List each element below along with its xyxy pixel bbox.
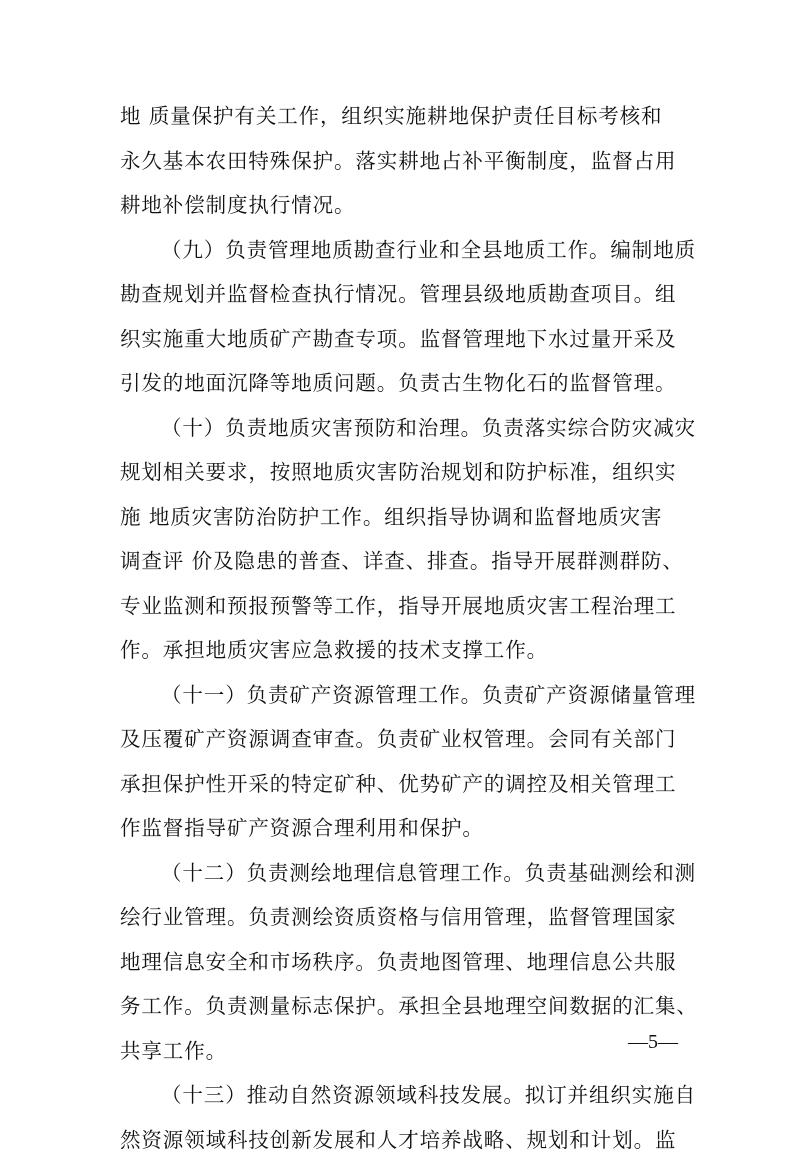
text-line: 永久基本农田特殊保护。落实耕地占补平衡制度，监督占用 <box>120 139 680 184</box>
text-line: 作。承担地质灾害应急救援的技术支撑工作。 <box>120 628 680 673</box>
body-text <box>120 94 680 1162</box>
paragraph-start-line: （十二）负责测绘地理信息管理工作。负责基础测绘和测 <box>120 851 680 896</box>
text-line: 引发的地面沉降等地质问题。负责古生物化石的监督管理。 <box>120 361 680 406</box>
page-number: —5— <box>628 1028 678 1056</box>
text-line: 承担保护性开采的特定矿种、优势矿产的调控及相关管理工 <box>120 762 680 807</box>
text-line: 共享工作。 <box>120 1029 680 1074</box>
text-line: 织实施重大地质矿产勘查专项。监督管理地下水过量开采及 <box>120 317 680 362</box>
text-line: 耕地补偿制度执行情况。 <box>120 183 680 228</box>
text-line: 勘查规划并监督检查执行情况。管理县级地质勘查项目。组 <box>120 272 680 317</box>
text-line: 作监督指导矿产资源合理利用和保护。 <box>120 806 680 851</box>
text-line: 务工作。负责测量标志保护。承担全县地理空间数据的汇集、 <box>120 984 680 1029</box>
text-line: 地理信息安全和市场秩序。负责地图管理、地理信息公共服 <box>120 940 680 985</box>
text-line: 然资源领域科技创新发展和人才培养战略、规划和计划。监 <box>120 1118 680 1162</box>
paragraph-start-line: （九）负责管理地质勘查行业和全县地质工作。编制地质 <box>120 228 680 273</box>
paragraph-start-line: （十一）负责矿产资源管理工作。负责矿产资源储量管理 <box>120 673 680 718</box>
text-line: 及压覆矿产资源调查审查。负责矿业权管理。会同有关部门 <box>120 717 680 762</box>
text-line: 调查评 价及隐患的普查、详查、排查。指导开展群测群防、 <box>120 539 680 584</box>
text-line: 规划相关要求，按照地质灾害防治规划和防护标准，组织实 <box>120 450 680 495</box>
paragraph-start-line: （十三）推动自然资源领域科技发展。拟订并组织实施自 <box>120 1073 680 1118</box>
paragraph-start-line: （十）负责地质灾害预防和治理。负责落实综合防灾减灾 <box>120 406 680 451</box>
text-line: 专业监测和预报预警等工作，指导开展地质灾害工程治理工 <box>120 584 680 629</box>
text-line: 地 质量保护有关工作，组织实施耕地保护责任目标考核和 <box>120 94 680 139</box>
text-line: 施 地质灾害防治防护工作。组织指导协调和监督地质灾害 <box>120 495 680 540</box>
text-line: 绘行业管理。负责测绘资质资格与信用管理，监督管理国家 <box>120 895 680 940</box>
